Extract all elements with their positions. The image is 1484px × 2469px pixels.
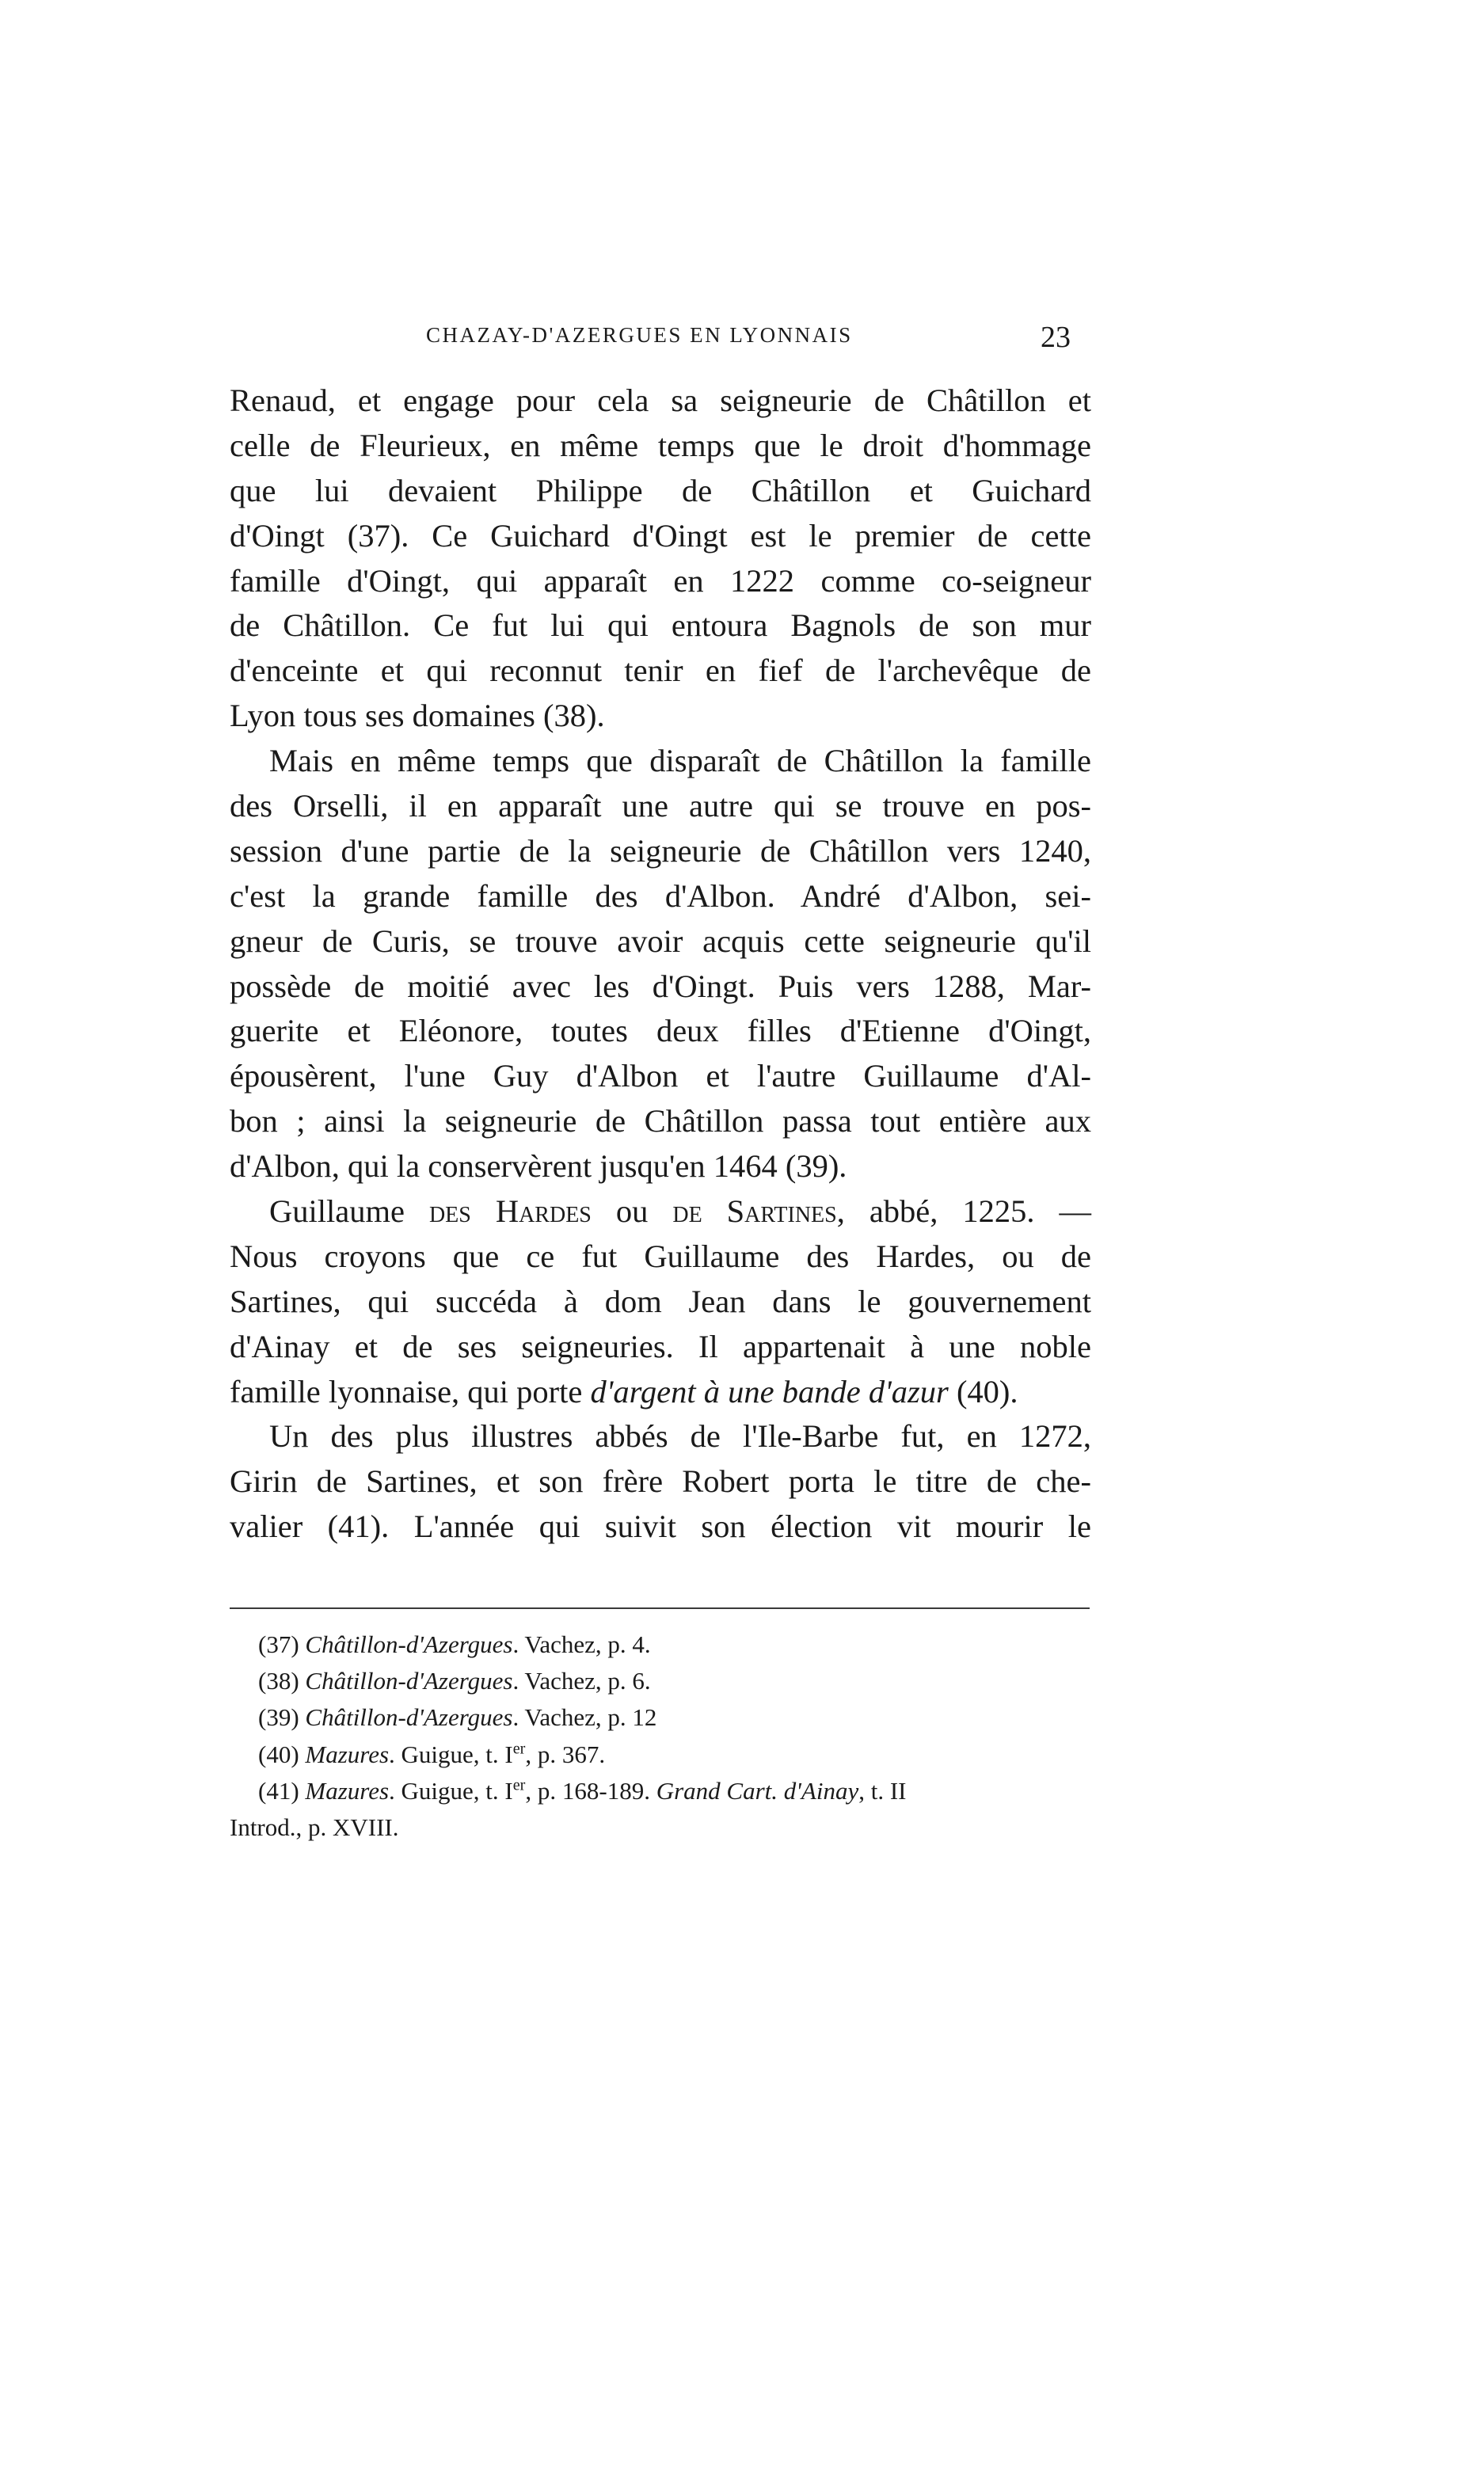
text-line: gneur de Curis, se trouve avoir acquis cette seigneurie qu'il [230, 923, 1091, 959]
footnote-reference: . Guigue, t. I [389, 1740, 513, 1768]
footnote-source-title: Grand Cart. d'Ainay [656, 1776, 859, 1805]
footnote-reference: . Guigue, t. I [389, 1776, 513, 1805]
text-line: Girin de Sartines, et son frère Robert porta le titre de che- [230, 1463, 1091, 1500]
footnote-number: (37) [258, 1630, 306, 1658]
footnote-source-title: Mazures [305, 1740, 390, 1768]
text-run: Guillaume [269, 1193, 429, 1230]
name-small-caps: de Sartines [672, 1193, 837, 1230]
text-line: guerite et Eléonore, toutes deux filles d'Etienne d'Oingt, [230, 1013, 1091, 1049]
footnote-41-continuation: Introd., p. XVIII. [230, 1813, 399, 1841]
text-line: Nous croyons que ce fut Guillaume des Hardes, ou de [230, 1238, 1091, 1274]
text-line: bon ; ainsi la seigneurie de Châtillon passa tout entière aux [230, 1103, 1091, 1139]
footnote-reference: . Vachez, p. 6. [512, 1667, 651, 1695]
text-run: , abbé, 1225. — [836, 1193, 1091, 1230]
footnote-reference: . Vachez, p. 4. [512, 1630, 651, 1658]
footnote-reference: , p. 367. [525, 1740, 606, 1768]
footnote-reference: , t. II [858, 1776, 907, 1805]
footnote-number: (40) [258, 1740, 306, 1768]
footnote-39 [230, 1699, 1091, 1736]
text-line: famille d'Oingt, qui apparaît en 1222 comme co-seigneur [230, 562, 1091, 599]
footnote-reference: , p. 168-189. [525, 1776, 656, 1805]
name-small-caps: des Hardes [428, 1193, 592, 1230]
text-line: d'Albon, qui la conservèrent jusqu'en 1464 (39). [230, 1148, 847, 1185]
footnotes [230, 1626, 1091, 1846]
text-line [230, 1370, 1091, 1415]
running-head [230, 320, 1085, 360]
footnote-reference: . Vachez, p. 12 [512, 1703, 657, 1732]
footnote-divider [230, 1607, 1090, 1609]
text-line: de Châtillon. Ce fut lui qui entoura Bagnols de son mur [230, 607, 1091, 644]
text-line: possède de moitié avec les d'Oingt. Puis vers 1288, Mar- [230, 968, 1091, 1004]
text-line: c'est la grande famille des d'Albon. André d'Albon, sei- [230, 877, 1091, 914]
running-title: CHAZAY-D'AZERGUES EN LYONNAIS [426, 323, 853, 347]
superscript: er [512, 1776, 526, 1794]
superscript: er [512, 1740, 526, 1758]
text-run: ou [591, 1193, 673, 1230]
text-run: (40). [948, 1373, 1018, 1409]
text-line: Mais en même temps que disparaît de Châtillon la famille [269, 743, 1091, 779]
text-line: d'Oingt (37). Ce Guichard d'Oingt est le premier de cette [230, 517, 1091, 554]
italic-phrase: d'argent à une bande d'azur [590, 1373, 949, 1409]
footnote-number: (39) [258, 1703, 306, 1732]
text-line: Un des plus illustres abbés de l'Ile-Barbe fut, en 1272, [269, 1418, 1091, 1455]
text-line: session d'une partie de la seigneurie de Châtillon vers 1240, [230, 832, 1091, 869]
footnote-source-title: Châtillon-d'Azergues [305, 1703, 513, 1732]
footnote-38 [230, 1663, 1091, 1699]
text-line: Sartines, qui succéda à dom Jean dans le gouvernement [230, 1283, 1091, 1319]
text-line: d'Ainay et de ses seigneuries. Il appartenait à une noble [230, 1328, 1091, 1364]
text-line: des Orselli, il en apparaît une autre qui se trouve en pos- [230, 788, 1091, 824]
footnote-source-title: Châtillon-d'Azergues [305, 1630, 513, 1658]
text-line: valier (41). L'année qui suivit son élection vit mourir le [230, 1508, 1091, 1545]
footnote-number: (41) [258, 1776, 306, 1805]
text-line [230, 1189, 1091, 1234]
footnote-37 [230, 1626, 1091, 1663]
text-line: celle de Fleurieux, en même temps que le droit d'hommage [230, 427, 1091, 463]
text-run: famille lyonnaise, qui porte [230, 1373, 591, 1409]
text-line: que lui devaient Philippe de Châtillon et Guichard [230, 472, 1091, 508]
text-line: épousèrent, l'une Guy d'Albon et l'autre Guillaume d'Al- [230, 1058, 1091, 1094]
footnote-40 [230, 1737, 1091, 1773]
footnote-41 [230, 1773, 1091, 1809]
text-line: Lyon tous ses domaines (38). [230, 698, 605, 734]
text-line: d'enceinte et qui reconnut tenir en fief de l'archevêque de [230, 652, 1091, 689]
page-number: 23 [1041, 321, 1071, 354]
footnote-source-title: Mazures [305, 1776, 390, 1805]
main-text [230, 379, 1091, 1550]
footnote-number: (38) [258, 1667, 306, 1695]
footnote-source-title: Châtillon-d'Azergues [305, 1667, 513, 1695]
text-line: Renaud, et engage pour cela sa seigneurie de Châtillon et [230, 382, 1091, 418]
